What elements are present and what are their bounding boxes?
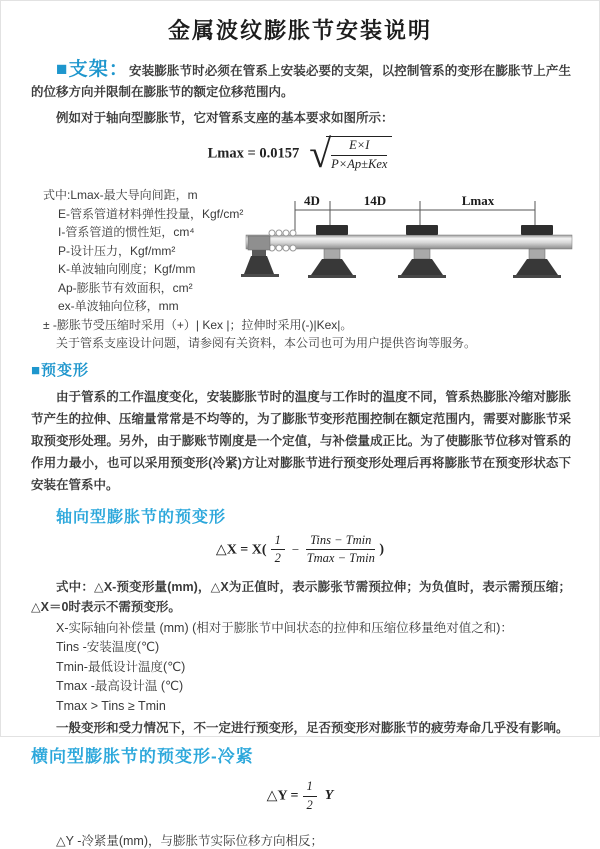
guide-support <box>308 225 356 278</box>
definition-line: Ap-膨胀节有效面积，cm² <box>58 280 193 295</box>
formula-dy-rhs: Y <box>324 788 334 804</box>
fraction-denominator: 2 <box>274 551 281 566</box>
page-title: 金属波纹膨胀节安装说明 <box>167 18 432 43</box>
minus-operator: − <box>291 541 300 557</box>
definition-line: Tmax > Tins ≥ Tmin <box>56 698 166 713</box>
definition-line: 关于管系支座设计问题，请参阅有关资料，本公司也可为用户提供咨询等服务。 <box>56 336 477 350</box>
support-intro-text: 安装膨胀节时必须在管系上安装必要的支架，以控制管系的变形在膨胀节上产生的位移方向并限制在膨胀节的额定位移范围内。 <box>31 64 571 99</box>
formula-dx-lhs: △X = X( <box>215 542 267 558</box>
fraction-numerator: 1 <box>303 779 317 797</box>
definition-line: X-实际轴向补偿量 (mm) (相对于膨胀节中间状态的拉伸和压缩位移量绝对值之和)： <box>56 620 513 635</box>
definition-line: K-单波轴向刚度；Kgf/mm <box>58 262 196 276</box>
half-fraction <box>271 533 285 567</box>
fraction-numerator: E×I <box>331 138 387 156</box>
axial-definition-lines <box>56 619 569 717</box>
predeform-heading: ■预变形 <box>31 361 90 379</box>
guide-support <box>513 225 561 278</box>
axial-note: 一般变形和受力情况下，不一定进行预变形，足否预变形对膨胀节的疲劳寿命几乎没有影响。 <box>56 721 569 735</box>
formula-lmax <box>1 131 599 178</box>
definition-line: I-管系管道的惯性矩，cm⁴ <box>58 225 195 239</box>
definition-line: ± -膨胀节受压缩时采用（+）| Kex |；拉伸时采用(-)|Kex|。 <box>43 317 353 332</box>
formula-lmax-fraction <box>331 138 387 172</box>
formula-dy-lhs: △Y = <box>266 788 299 804</box>
definition-line: Tins -安装温度(℃) <box>56 640 160 654</box>
formula-delta-x <box>1 533 599 571</box>
support-example-line: 例如对于轴向型膨胀节，它对管系支座的基本要求如图所示： <box>56 111 394 125</box>
fraction-denominator: P×Ap±Kex <box>331 156 388 171</box>
support-section-intro <box>31 59 571 103</box>
dim-label-lmax: Lmax <box>461 193 495 208</box>
axial-explain: 式中：△X-预变形量(mm)，△X为正值时，表示膨张节需预拉伸；为负值时，表示需预压缩；△X＝0时表示不需预变形。 <box>31 579 571 614</box>
formula-lmax-lhs: Lmax = 0.0157 <box>207 145 300 162</box>
fraction-numerator: 1 <box>271 533 285 551</box>
pipe-support-diagram <box>238 189 578 291</box>
definition-line: 式中:Lmax-最大导向间距，m <box>43 188 198 202</box>
definition-line: P-设计压力，Kgf/mm² <box>58 243 176 258</box>
guide-support <box>398 225 446 278</box>
close-paren: ) <box>379 541 385 557</box>
dim-label-14d: 14D <box>363 193 387 208</box>
lateral-heading: 横向型膨胀节的预变形-冷紧 <box>31 747 254 766</box>
dim-label-4d: 4D <box>304 193 320 208</box>
definition-line: Tmax -最高设计温 (℃) <box>56 679 184 693</box>
predeform-body: 由于管系的工作温度变化，安装膨胀节时的温度与工作时的温度不同，管系热膨胀冷缩对膨胀节产生的拉伸、压缩量常常是不均等的，为了膨胀节变形范围控制在额定范围内，需要对膨胀节采取预变形处理。另外，由于膨账节刚度是一个定值，与补偿量成正比。为了使膨胀节位移对管系的作用力最小，也可以采用预变形(冷紧)方让对膨胀节进行预变形处理后再将膨胀节在预变形状态下安装在管系中。 <box>31 389 571 492</box>
radical-sign: √ <box>309 131 332 177</box>
half-fraction <box>303 779 317 813</box>
temperature-fraction <box>306 533 375 567</box>
formula-delta-y <box>1 779 599 815</box>
definition-line: ex-单波轴向位移，mm <box>58 299 179 313</box>
axial-heading: 轴向型膨胀节的预变形 <box>56 508 227 526</box>
lateral-note: △Y -冷紧量(mm)，与膨胀节实际位移方向相反； <box>56 834 324 848</box>
definition-line: Tmin-最低设计温度(℃) <box>56 659 186 674</box>
definition-line: E-管系管道材料弹性投量，Kgf/cm² <box>58 206 244 221</box>
support-heading: ■支架： <box>56 59 130 80</box>
fraction-numerator: Tins − Tmin <box>306 533 375 551</box>
fraction-denominator: 2 <box>306 797 313 812</box>
fraction-denominator: Tmax − Tmin <box>306 551 375 566</box>
